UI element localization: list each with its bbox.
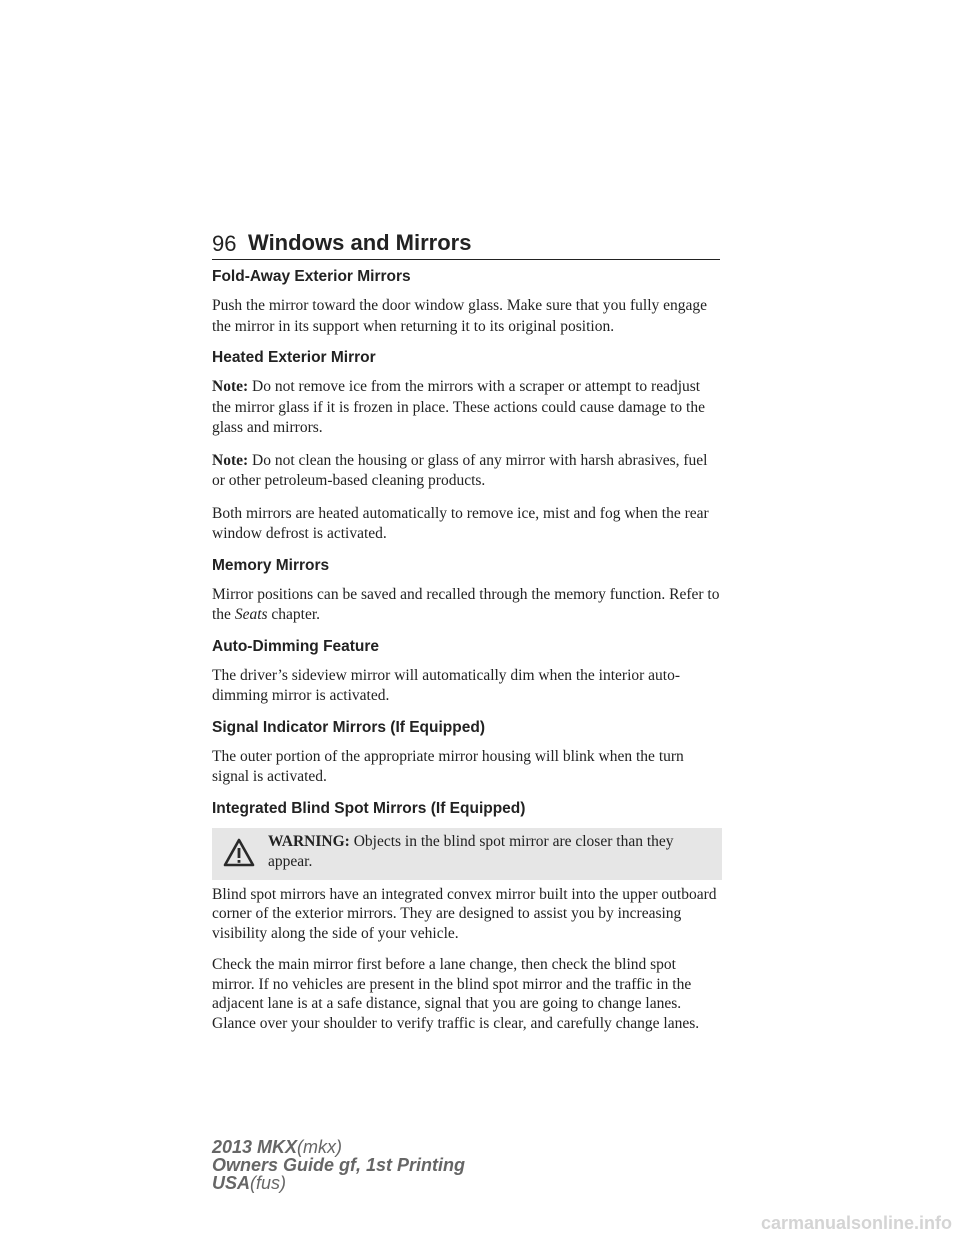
footer-region-line — [212, 1174, 465, 1192]
note-cleaning — [212, 451, 722, 492]
section-heading-blind-spot: Integrated Blind Spot Mirrors (If Equipped) — [212, 799, 526, 817]
section-heading-memory: Memory Mirrors — [212, 556, 330, 574]
section-heading-fold-away: Fold-Away Exterior Mirrors — [212, 268, 411, 285]
warning-label: WARNING: — [268, 832, 354, 850]
note-label: Note: — [212, 378, 253, 395]
footer-model: 2013 MKX — [212, 1137, 298, 1157]
footer-guide-line: Owners Guide gf, 1st Printing — [212, 1155, 466, 1175]
note-label: Note: — [212, 451, 253, 469]
note-ice-removal — [212, 377, 722, 439]
page-number: 96 — [212, 231, 237, 256]
paragraph-blind-spot-1: Blind spot mirrors have an integrated convex mirror built into the upper outboard corner of the exterior mirrors. They are designed to assist you by increasing visibility along the side of your vehicle. — [212, 885, 717, 942]
section-heading-signal-indicator: Signal Indicator Mirrors (If Equipped) — [212, 718, 485, 736]
note-text: Do not remove ice from the mirrors with a scraper or attempt to readjust the mirror glass if it is frozen in place. These actions could cause damage to the glass and mirrors. — [212, 378, 705, 436]
warning-text — [268, 832, 716, 873]
print-footer — [212, 1138, 465, 1192]
paragraph-memory — [212, 585, 722, 626]
page-content — [212, 268, 722, 1045]
memory-text-post: chapter. — [271, 606, 321, 623]
note-text: Do not clean the housing or glass of any mirror with harsh abrasives, fuel or other petroleum-based cleaning products. — [212, 451, 708, 489]
paragraph-signal-indicator: The outer portion of the appropriate mirror housing will blink when the turn signal is activated. — [212, 747, 684, 785]
footer-model-line — [212, 1138, 465, 1156]
paragraph-auto-dimming: The driver’s sideview mirror will automatically dim when the interior auto-dimming mirror is activated. — [212, 666, 681, 704]
paragraph-blind-spot-2: Check the main mirror first before a lane change, then check the blind spot mirror. If no vehicles are present in the blind spot mirror and the traffic in the adjacent lane is at a safe distance, signal that you are going to change lanes. Glance over your shoulder to verify traffic is clear, and carefully change lanes. — [212, 956, 700, 1032]
footer-region-code: (fus) — [250, 1173, 287, 1193]
warning-message: Objects in the blind spot mirror are closer than they appear. — [268, 832, 674, 870]
seats-chapter-reference: Seats — [230, 606, 272, 623]
warning-triangle-icon — [223, 838, 255, 868]
memory-text-pre: Mirror positions can be saved and recalled through the memory function. Refer to the — [212, 585, 720, 623]
footer-region: USA — [212, 1173, 251, 1193]
footer-model-code: (mkx) — [297, 1137, 343, 1157]
section-heading-auto-dimming: Auto-Dimming Feature — [212, 637, 380, 655]
chapter-title: Windows and Mirrors — [248, 230, 472, 255]
page-header — [212, 229, 720, 260]
warning-box — [212, 828, 722, 880]
section-heading-heated: Heated Exterior Mirror — [212, 349, 376, 366]
paragraph-fold-away: Push the mirror toward the door window glass. Make sure that you fully engage the mirror in its support when returning it to its original position. — [212, 297, 708, 335]
site-watermark: carmanualsonline.info — [760, 1213, 952, 1233]
paragraph-heated: Both mirrors are heated automatically to remove ice, mist and fog when the rear window defrost is activated. — [212, 504, 709, 542]
